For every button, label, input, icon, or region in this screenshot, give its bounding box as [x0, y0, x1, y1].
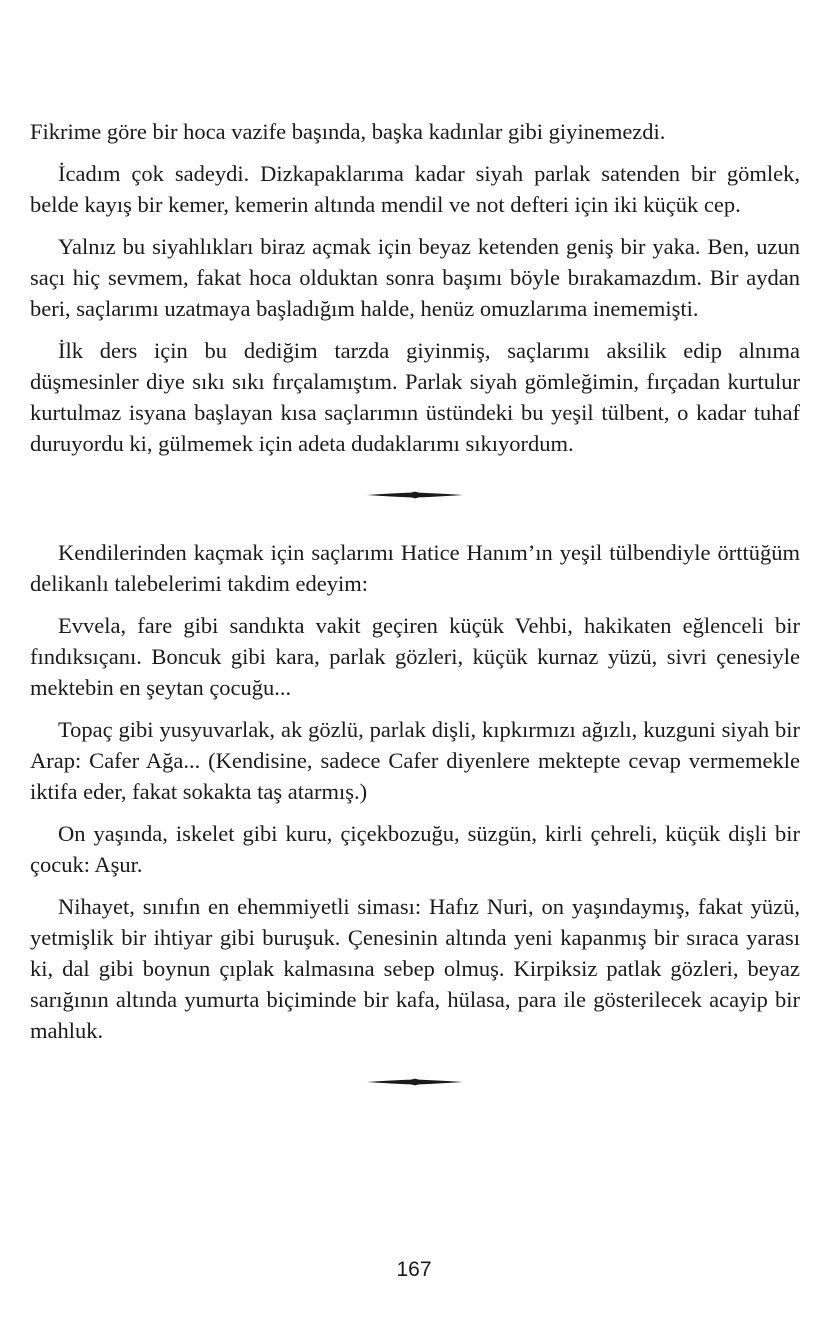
- paragraph: İlk ders için bu dediğim tarzda giyinmiş, saçlarımı aksilik edip alnıma düşmesinler diye sıkı sıkı fırçalamıştım. Parlak siyah gömleğimin, fırçadan kurtulur kurtulmaz isyana başlayan kısa saçlarımın üstündeki bu yeşil tülbent, o kadar tuhaf duruyordu ki, gülmemek için adeta dudaklarımı sıkıyordum.: [30, 338, 800, 456]
- book-page: [30, 116, 800, 1086]
- paragraph: On yaşında, iskelet gibi kuru, çiçekbozuğu, süzgün, kirli çehreli, küçük dişli bir çocuk: Aşur.: [30, 821, 800, 877]
- section-divider-icon: [367, 1078, 463, 1086]
- paragraph: Kendilerinden kaçmak için saçlarımı Hatice Hanım’ın yeşil tülbendiyle örttüğüm delikanlı talebelerimi takdim edeyim:: [30, 540, 800, 596]
- paragraph: Topaç gibi yusyuvarlak, ak gözlü, parlak dişli, kıpkırmızı ağızlı, kuzguni siyah bir Arap: Cafer Ağa... (Kendisine, sadece Cafer diyenlere mektepte cevap vermemekle iktifa eder, fakat sokakta taş atarmış.): [30, 717, 800, 804]
- page-number: 167: [396, 1258, 432, 1281]
- paragraph: Yalnız bu siyahlıkları biraz açmak için beyaz ketenden geniş bir yaka. Ben, uzun saçı hiç sevmem, fakat hoca olduktan sonra başımı böyle bırakamazdım. Bir aydan beri, saçlarımı uzatmaya başladığım halde, henüz omuzlarıma inememişti.: [30, 234, 800, 321]
- paragraph: Fikrime göre bir hoca vazife başında, başka kadınlar gibi giyinemezdi.: [30, 119, 666, 144]
- paragraph: Nihayet, sınıfın en ehemmiyetli siması: Hafız Nuri, on yaşındaymış, fakat yüzü, yetmişlik bir ihtiyar gibi buruşuk. Çenesinin altında yeni kapanmış bir sıraca yarası ki, dal gibi boynun çıplak kalmasına sebep olmuş. Kirpiksiz patlak gözleri, beyaz sarığının altında yumurta biçiminde bir kafa, hülasa, para ile gösterilecek acayip bir mahluk.: [30, 894, 800, 1043]
- section-divider-icon: [367, 491, 463, 499]
- paragraph: İcadım çok sadeydi. Dizkapaklarıma kadar siyah parlak satenden bir gömlek, belde kayış bir kemer, kemerin altında mendil ve not defteri için iki küçük cep.: [30, 161, 800, 217]
- paragraph: Evvela, fare gibi sandıkta vakit geçiren küçük Vehbi, hakikaten eğlenceli bir fındıksıçanı. Boncuk gibi kara, parlak gözleri, küçük kurnaz yüzü, sivri çenesiyle mektebin en şeytan çocuğu...: [30, 613, 800, 700]
